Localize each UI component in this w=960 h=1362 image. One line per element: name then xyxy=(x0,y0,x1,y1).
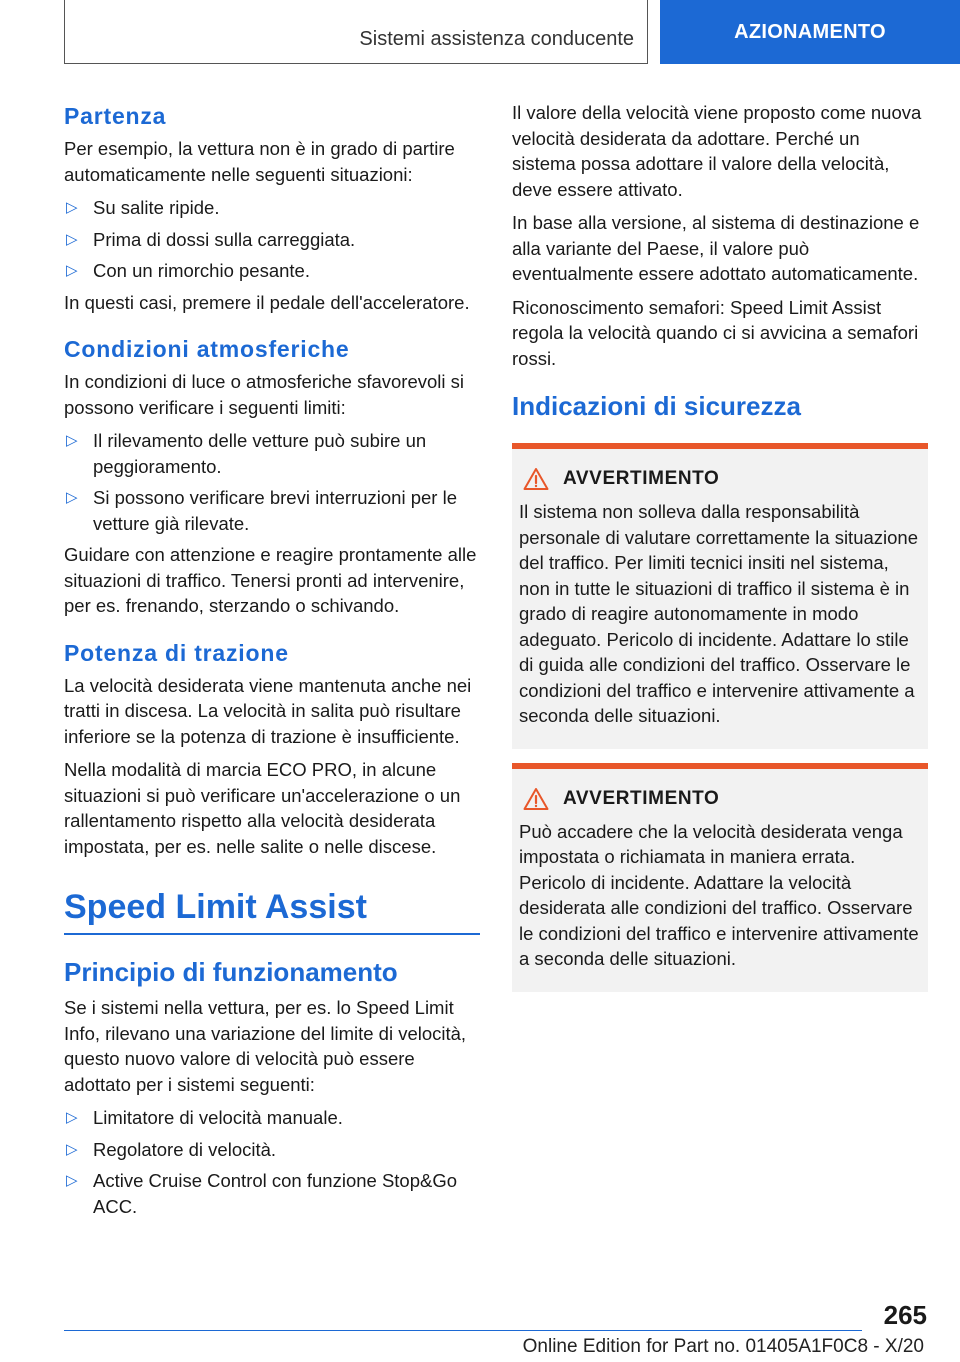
list-item: ▷ Si possono verificare brevi interruzioni per le vetture già rilevate. xyxy=(66,487,458,534)
partenza-outro: In questi casi, premere il pedale dell'acceleratore. xyxy=(64,291,470,313)
right-column xyxy=(512,100,928,1006)
potenza-p2: Nella modalità di marcia ECO PRO, in alcune situazioni si può verificare un'accelerazione o un rallentamento rispetto alla velocità desiderata impostata, per es. nelle salite o nelle discese. xyxy=(64,759,461,857)
right-p1: Il valore della velocità viene proposto come nuova velocità desiderata da adottare. Perché un sistema possa adottare il valore della velocità, deve essere attivato. xyxy=(512,102,922,200)
heading-principio: Principio di funzionamento xyxy=(64,957,398,987)
page-number: 265 xyxy=(883,1300,927,1330)
partenza-list xyxy=(64,195,480,284)
list-item: ▷ Active Cruise Control con funzione Stop&Go ACC. xyxy=(66,1170,458,1217)
triangle-right-icon: ▷ xyxy=(66,1140,78,1158)
partenza-intro: Per esempio, la vettura non è in grado di partire automaticamente nelle seguenti situazioni: xyxy=(64,138,455,185)
list-item: ▷ Prima di dossi sulla carreggiata. xyxy=(64,227,480,253)
heading-potenza: Potenza di trazione xyxy=(64,639,289,666)
triangle-right-icon: ▷ xyxy=(66,199,78,216)
right-p2: In base alla versione, al sistema di destinazione e alla variante del Paese, il valore può eventualmente essere adottato automaticamente. xyxy=(512,212,920,284)
warning-text: Può accadere che la velocità desiderata venga impostata o richiamata in maniera errata. Pericolo di incidente. Adattare la velocità desiderata alle condizioni del traffico. Osservare le condizioni del traffico e intervenire attivamente a seconda delle situazioni. xyxy=(519,820,919,969)
heading-condizioni: Condizioni atmosferiche xyxy=(64,336,350,362)
heading-partenza: Partenza xyxy=(64,103,167,129)
heading-indicazioni-sicurezza: Indicazioni di sicurezza xyxy=(512,391,801,421)
condizioni-intro: In condizioni di luce o atmosferiche sfavorevoli si possono verificare i seguenti limiti: xyxy=(64,371,464,418)
warning-text: Il sistema non solleva dalla responsabilità personale di valutare correttamente la situazione del traffico. Per limiti tecnici insiti nel sistema, non in tutte le situazioni di traffico il sistema è in grado di reagire autonomamente in modo adeguato. Pericolo di incidente. Adattare lo stile di guida alle condizioni del traffico. Osservare le condizioni del traffico e intervenire attivamente a seconda delle situazioni. xyxy=(519,501,919,726)
triangle-right-icon: ▷ xyxy=(66,1172,78,1189)
warning-triangle-icon xyxy=(523,787,549,811)
principio-intro: Se i sistemi nella vettura, per es. lo Speed Limit Info, rilevano una variazione del limite di velocità, questo nuovo valore di velocità può essere adottato per i sistemi seguenti: xyxy=(64,997,467,1095)
list-item: ▷ Regolatore di velocità. xyxy=(64,1137,480,1163)
condizioni-list xyxy=(64,428,480,536)
triangle-right-icon: ▷ xyxy=(66,1109,78,1126)
list-item: ▷ Il rilevamento delle vetture può subire un peggioramento. xyxy=(66,430,427,477)
footer-divider xyxy=(64,1330,862,1331)
condizioni-outro: Guidare con attenzione e reagire prontamente alle situazioni di traffico. Tenersi pronti ad intervenire, per es. frenando, sterzando o schivando. xyxy=(64,544,477,616)
list-item: ▷ Limitatore di velocità manuale. xyxy=(64,1105,480,1131)
principio-list xyxy=(64,1105,480,1219)
warning-title: AVVERTIMENTO xyxy=(519,467,920,491)
warning-box xyxy=(512,763,928,992)
warning-box xyxy=(512,443,928,749)
triangle-right-icon: ▷ xyxy=(66,489,78,506)
left-column xyxy=(64,100,480,1225)
triangle-right-icon: ▷ xyxy=(66,230,78,248)
warning-triangle-icon xyxy=(523,467,549,491)
heading-speed-limit-assist: Speed Limit Assist xyxy=(64,885,480,935)
triangle-right-icon: ▷ xyxy=(66,262,78,279)
right-p3: Riconoscimento semafori: Speed Limit Assist regola la velocità quando ci si avvicina a semafori rossi. xyxy=(512,296,919,369)
footer-edition[interactable]: Online Edition for Part no. 01405A1F0C8 - X/20 xyxy=(522,1336,924,1357)
warning-title: AVVERTIMENTO xyxy=(519,787,920,811)
list-item: ▷ Con un rimorchio pesante. xyxy=(64,258,480,284)
list-item: ▷ Su salite ripide. xyxy=(64,195,480,221)
header-tab[interactable]: AZIONAMENTO xyxy=(660,0,960,64)
potenza-p1: La velocità desiderata viene mantenuta anche nei tratti in discesa. La velocità in salita può risultare inferiore se la potenza di trazione è insufficiente. xyxy=(64,674,472,747)
header-section-title: Sistemi assistenza conducente xyxy=(359,28,634,50)
triangle-right-icon: ▷ xyxy=(66,432,78,449)
